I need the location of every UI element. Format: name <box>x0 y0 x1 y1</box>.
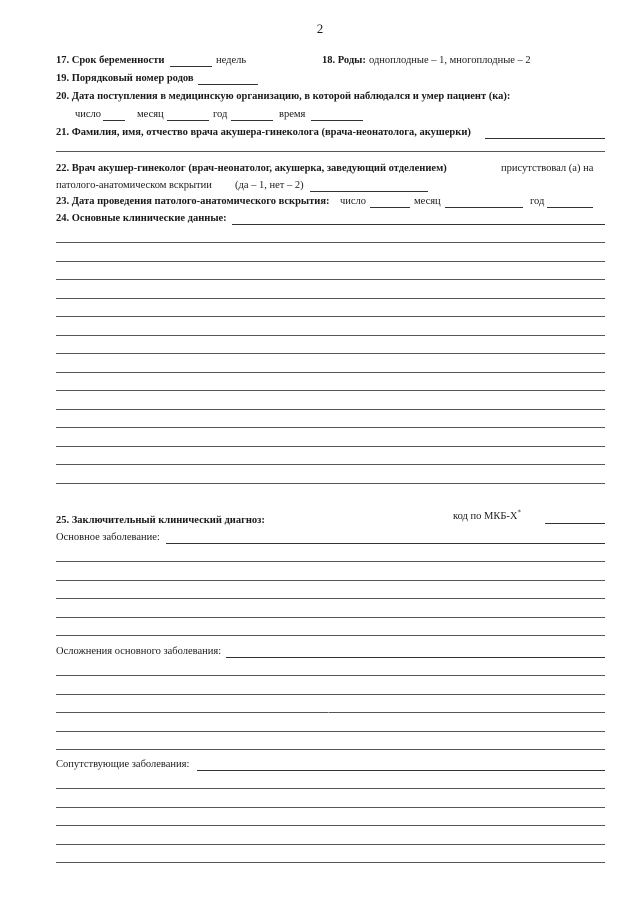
q21-field-line2[interactable] <box>56 151 605 152</box>
complications-line[interactable] <box>56 694 605 695</box>
footnote-mark: * <box>517 508 521 517</box>
q18-label: 18. Роды: <box>322 55 366 66</box>
page-number: 2 <box>316 21 324 36</box>
clinical-data-line[interactable] <box>56 372 605 373</box>
comorbid-line[interactable] <box>56 844 605 845</box>
q23-label: 23. Дата проведения патолого-анатомического вскрытия: <box>56 196 330 207</box>
q20-year-field[interactable] <box>231 120 273 121</box>
main-disease-label: Основное заболевание: <box>56 532 160 543</box>
complications-line[interactable] <box>56 731 605 732</box>
clinical-data-line[interactable] <box>56 390 605 391</box>
q20-month-field[interactable] <box>167 120 209 121</box>
complications-label: Осложнения основного заболевания: <box>56 646 222 657</box>
comorbid-line[interactable] <box>56 825 605 826</box>
q20-day-label: число <box>75 109 102 120</box>
clinical-data-line[interactable] <box>56 242 605 243</box>
q23-day-field[interactable] <box>370 207 410 208</box>
q24-label: 24. Основные клинические данные: <box>56 213 227 224</box>
q20-time-field[interactable] <box>311 120 363 121</box>
main-disease-line[interactable] <box>56 635 605 636</box>
q25-label: 25. Заключительный клинический диагноз: <box>56 515 265 526</box>
q18-options: одноплодные – 1, многоплодные – 2 <box>369 55 531 66</box>
q20-time-label: время <box>279 109 306 120</box>
q24-field[interactable] <box>232 224 605 225</box>
comorbid-label: Сопутствующие заболевания: <box>56 759 190 770</box>
complications-line[interactable] <box>56 675 605 676</box>
q20-year-label: год <box>213 109 228 120</box>
clinical-data-line[interactable] <box>56 298 605 299</box>
q23-day-label: число <box>340 196 367 207</box>
icd-code-field[interactable] <box>545 523 605 524</box>
q22-options: (да – 1, нет – 2) <box>235 180 304 191</box>
scan-speck <box>328 712 329 713</box>
main-disease-line[interactable] <box>56 561 605 562</box>
complications-line[interactable] <box>56 712 605 713</box>
main-disease-line[interactable] <box>56 598 605 599</box>
clinical-data-line[interactable] <box>56 464 605 465</box>
q23-month-label: месяц <box>414 196 441 207</box>
clinical-data-line[interactable] <box>56 353 605 354</box>
comorbid-field[interactable] <box>197 770 605 771</box>
clinical-data-line[interactable] <box>56 409 605 410</box>
clinical-data-line[interactable] <box>56 335 605 336</box>
comorbid-line[interactable] <box>56 807 605 808</box>
q17-unit: недель <box>216 55 247 66</box>
q22-text: присутствовал (а) на <box>501 163 594 174</box>
q23-year-label: год <box>530 196 545 207</box>
comorbid-line[interactable] <box>56 788 605 789</box>
q23-month-field[interactable] <box>445 207 523 208</box>
main-disease-line[interactable] <box>56 617 605 618</box>
clinical-data-line[interactable] <box>56 446 605 447</box>
q19-label: 19. Порядковый номер родов <box>56 73 194 84</box>
main-disease-field[interactable] <box>166 543 605 544</box>
q22-text-line2: патолого-анатомическом вскрытии <box>56 180 212 191</box>
icd-code-label: код по МКБ-Х* <box>453 508 521 522</box>
q22-field[interactable] <box>310 191 428 192</box>
complications-line[interactable] <box>56 749 605 750</box>
q21-field[interactable] <box>485 138 605 139</box>
q20-label: 20. Дата поступления в медицинскую организацию, в которой наблюдался и умер пациент (ка): <box>56 91 511 102</box>
q21-label: 21. Фамилия, имя, отчество врача акушера-гинеколога (врача-неонатолога, акушерки) <box>56 127 471 138</box>
clinical-data-line[interactable] <box>56 427 605 428</box>
clinical-data-line[interactable] <box>56 316 605 317</box>
clinical-data-line[interactable] <box>56 279 605 280</box>
main-disease-line[interactable] <box>56 580 605 581</box>
q20-month-label: месяц <box>137 109 164 120</box>
q17-weeks-field[interactable] <box>170 66 212 67</box>
q17-label: 17. Срок беременности <box>56 55 165 66</box>
comorbid-line[interactable] <box>56 862 605 863</box>
clinical-data-line[interactable] <box>56 483 605 484</box>
q22-label: 22. Врач акушер-гинеколог (врач-неонатолог, акушерка, заведующий отделением) <box>56 163 447 174</box>
q20-day-field[interactable] <box>103 120 125 121</box>
q23-year-field[interactable] <box>547 207 593 208</box>
clinical-data-line[interactable] <box>56 261 605 262</box>
q19-field[interactable] <box>198 84 258 85</box>
complications-field[interactable] <box>226 657 605 658</box>
